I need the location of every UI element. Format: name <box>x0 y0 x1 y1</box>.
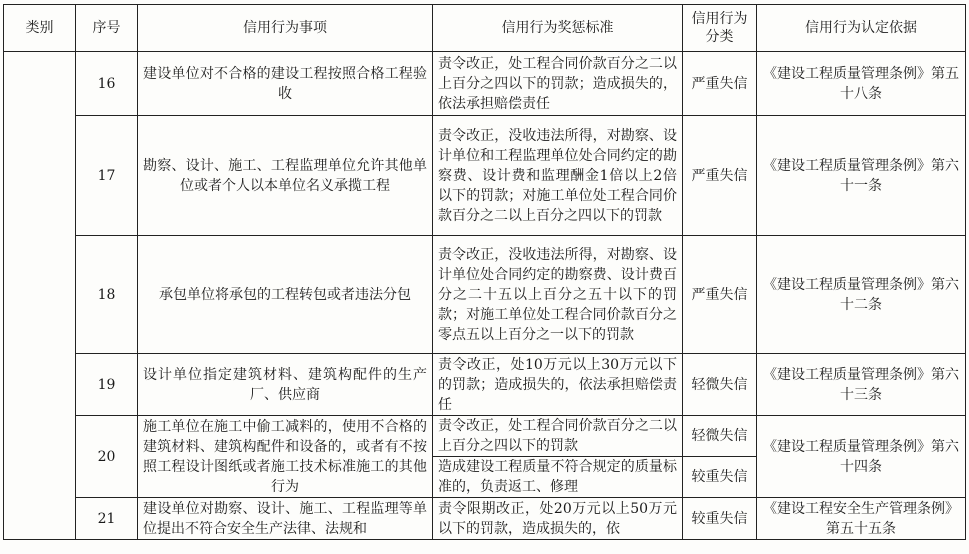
row-item: 建设单位对勘察、设计、施工、工程监理等单位提出不符合安全生产法律、法规和 <box>138 498 433 540</box>
row-item: 施工单位在施工中偷工减料的，使用不合格的建筑材料、建筑构配件和设备的，或者有不按照工程设计图纸或者施工技术标准施工的其他行为 <box>138 416 433 498</box>
row-no: 21 <box>76 498 138 540</box>
row-standard: 责令改正，没收违法所得，对勘察、设计单位处合同约定的勘察费、设计费百分之二十五以上百分之五十以下的罚款；对施工单位处工程合同价款百分之零点五以上百分之一以下的罚款 <box>433 236 683 354</box>
row-standard-b: 造成建设工程质量不符合规定的质量标准的，负责返工、修理 <box>433 457 683 498</box>
row-no: 19 <box>76 354 138 416</box>
row-classification-b: 较重失信 <box>683 457 757 498</box>
row-no: 18 <box>76 236 138 354</box>
table-row <box>4 236 966 354</box>
row-standard: 责令改正，没收违法所得，对勘察、设计单位和工程监理单位处合同约定的勘察费、设计费和监理酬金1倍以上2倍以下的罚款；对施工单位处工程合同价款百分之二以上百分之四以下的罚款 <box>433 116 683 236</box>
row-basis: 《建设工程质量管理条例》第六十三条 <box>757 354 966 416</box>
row-classification: 较重失信 <box>683 498 757 540</box>
header-item: 信用行为事项 <box>138 5 433 52</box>
row-standard: 责令改正，处工程合同价款百分之二以上百分之四以下的罚款；造成损失的，依法承担赔偿责任 <box>433 52 683 116</box>
row-item: 勘察、设计、施工、工程监理单位允许其他单位或者个人以本单位名义承揽工程 <box>138 116 433 236</box>
row-basis: 《建设工程质量管理条例》第六十四条 <box>757 416 966 498</box>
table-row <box>4 116 966 236</box>
row-no: 20 <box>76 416 138 498</box>
row-basis: 《建设工程质量管理条例》第六十二条 <box>757 236 966 354</box>
row-classification: 严重失信 <box>683 52 757 116</box>
table-row <box>4 416 966 457</box>
row-standard: 责令限期改正，处20万元以上50万元以下的罚款，造成损失的，依 <box>433 498 683 540</box>
row-basis: 《建设工程质量管理条例》第五十八条 <box>757 52 966 116</box>
row-no: 16 <box>76 52 138 116</box>
row-classification: 轻微失信 <box>683 354 757 416</box>
row-classification: 严重失信 <box>683 236 757 354</box>
row-basis: 《建设工程安全生产管理条例》第五十五条 <box>757 498 966 540</box>
category-cell <box>4 52 76 540</box>
header-basis: 信用行为认定依据 <box>757 5 966 52</box>
row-standard-a: 责令改正，处工程合同价款百分之二以上百分之四以下的罚款 <box>433 416 683 457</box>
row-item: 承包单位将承包的工程转包或者违法分包 <box>138 236 433 354</box>
table-header-row <box>4 5 966 52</box>
row-basis: 《建设工程质量管理条例》第六十一条 <box>757 116 966 236</box>
row-classification-a: 轻微失信 <box>683 416 757 457</box>
row-standard: 责令改正，处10万元以上30万元以下的罚款；造成损失的，依法承担赔偿责任 <box>433 354 683 416</box>
header-no: 序号 <box>76 5 138 52</box>
header-category: 类别 <box>4 5 76 52</box>
table-row <box>4 52 966 116</box>
table-row <box>4 498 966 540</box>
row-item: 建设单位对不合格的建设工程按照合格工程验收 <box>138 52 433 116</box>
row-no: 17 <box>76 116 138 236</box>
row-classification: 严重失信 <box>683 116 757 236</box>
credit-behavior-table <box>3 4 966 540</box>
table-row <box>4 354 966 416</box>
row-item: 设计单位指定建筑材料、建筑构配件的生产厂、供应商 <box>138 354 433 416</box>
header-classification: 信用行为分类 <box>683 5 757 52</box>
header-standard: 信用行为奖惩标准 <box>433 5 683 52</box>
